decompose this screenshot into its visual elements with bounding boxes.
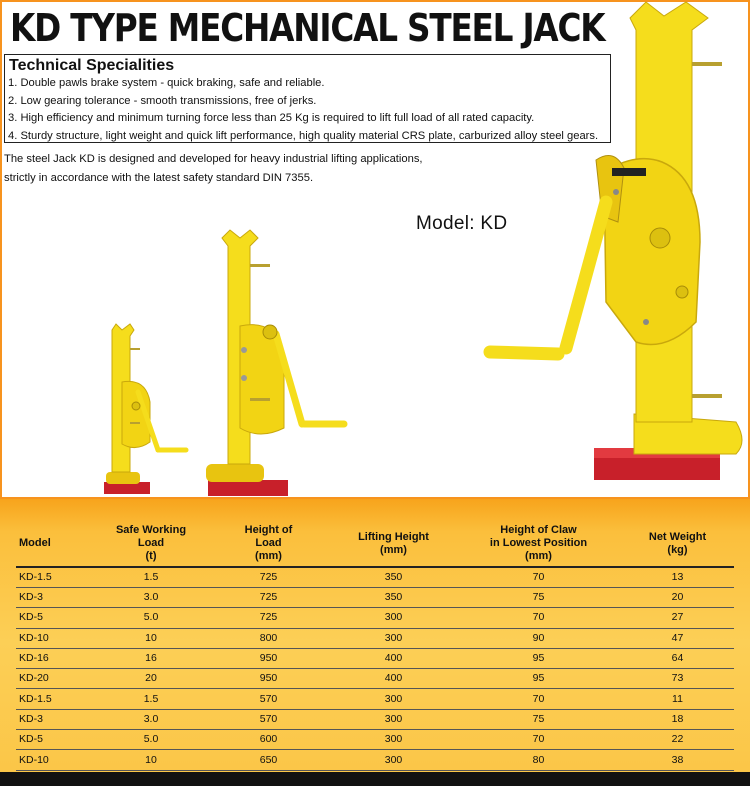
cell-height-of-load: 725 (206, 567, 331, 588)
cell-model: KD-1.5 (16, 567, 96, 588)
cell-net-weight: 27 (621, 608, 734, 628)
cell-safe-working-load: 5.0 (96, 608, 206, 628)
table-row (16, 730, 734, 750)
cell-lifting-height: 300 (331, 730, 456, 750)
table-header-row (16, 521, 734, 567)
cell-lifting-height: 300 (331, 608, 456, 628)
cell-model: KD-3 (16, 709, 96, 729)
jack-image-large (486, 2, 750, 480)
cell-net-weight: 64 (621, 648, 734, 668)
cell-claw-height: 70 (456, 567, 621, 588)
header-claw-height: Height of Claw in Lowest Position (mm) (456, 521, 621, 567)
cell-net-weight: 47 (621, 628, 734, 648)
table-row (16, 567, 734, 588)
spec-item: 2. Low gearing tolerance - smooth transmissions, free of jerks. (8, 94, 317, 107)
header-lifting-height: Lifting Height (mm) (331, 521, 456, 567)
cell-net-weight: 22 (621, 730, 734, 750)
cell-safe-working-load: 16 (96, 648, 206, 668)
cell-claw-height: 75 (456, 588, 621, 608)
cell-safe-working-load: 5.0 (96, 730, 206, 750)
spec-item: 1. Double pawls brake system - quick braking, safe and reliable. (8, 77, 325, 89)
cell-safe-working-load: 3.0 (96, 709, 206, 729)
cell-model: KD-3 (16, 588, 96, 608)
table-row (16, 628, 734, 648)
cell-height-of-load: 650 (206, 750, 331, 770)
header-safe-working-load: Safe Working Load (t) (96, 521, 206, 567)
model-label: Model: KD (416, 213, 508, 234)
jack-image-small (96, 322, 196, 498)
cell-model: KD-20 (16, 669, 96, 689)
cell-claw-height: 95 (456, 669, 621, 689)
table-body (16, 567, 734, 770)
specifications-table-section (0, 497, 750, 786)
table-row (16, 669, 734, 689)
cell-net-weight: 38 (621, 750, 734, 770)
cell-lifting-height: 300 (331, 689, 456, 709)
table-row (16, 648, 734, 668)
cell-net-weight: 18 (621, 709, 734, 729)
cell-height-of-load: 950 (206, 669, 331, 689)
specifications-table (16, 521, 734, 771)
cell-lifting-height: 400 (331, 648, 456, 668)
cell-safe-working-load: 1.5 (96, 567, 206, 588)
specs-heading: Technical Specialities (9, 57, 175, 74)
cell-model: KD-10 (16, 750, 96, 770)
spec-item: 3. High efficiency and minimum turning force less than 25 Kg is required to lift full load of all rated capacity. (8, 112, 535, 124)
cell-height-of-load: 570 (206, 689, 331, 709)
cell-model: KD-5 (16, 730, 96, 750)
cell-lifting-height: 400 (331, 669, 456, 689)
product-description (4, 150, 423, 187)
cell-claw-height: 70 (456, 730, 621, 750)
cell-safe-working-load: 20 (96, 669, 206, 689)
cell-lifting-height: 300 (331, 709, 456, 729)
table-row (16, 689, 734, 709)
cell-claw-height: 70 (456, 608, 621, 628)
description-line: The steel Jack KD is designed and developed for heavy industrial lifting applications, (4, 153, 423, 165)
cell-height-of-load: 600 (206, 730, 331, 750)
table-row (16, 709, 734, 729)
cell-safe-working-load: 1.5 (96, 689, 206, 709)
cell-claw-height: 90 (456, 628, 621, 648)
section-divider (0, 497, 750, 499)
cell-model: KD-16 (16, 648, 96, 668)
cell-lifting-height: 350 (331, 588, 456, 608)
jack-image-medium (200, 228, 350, 498)
cell-net-weight: 73 (621, 669, 734, 689)
cell-safe-working-load: 10 (96, 750, 206, 770)
header-net-weight: Net Weight (kg) (621, 521, 734, 567)
cell-safe-working-load: 10 (96, 628, 206, 648)
cell-lifting-height: 300 (331, 628, 456, 648)
spec-item: 4. Sturdy structure, light weight and quick lift performance, high quality material CRS plate, carburized alloy steel gears. (8, 129, 599, 142)
cell-safe-working-load: 3.0 (96, 588, 206, 608)
table-row (16, 608, 734, 628)
cell-lifting-height: 350 (331, 567, 456, 588)
header-height-of-load: Height of Load (mm) (206, 521, 331, 567)
table-row (16, 588, 734, 608)
cell-net-weight: 13 (621, 567, 734, 588)
cell-net-weight: 11 (621, 689, 734, 709)
cell-net-weight: 20 (621, 588, 734, 608)
cell-lifting-height: 300 (331, 750, 456, 770)
cell-claw-height: 75 (456, 709, 621, 729)
cell-model: KD-5 (16, 608, 96, 628)
cell-claw-height: 95 (456, 648, 621, 668)
cell-claw-height: 80 (456, 750, 621, 770)
cell-claw-height: 70 (456, 689, 621, 709)
cell-model: KD-10 (16, 628, 96, 648)
cell-height-of-load: 950 (206, 648, 331, 668)
bottom-bar (0, 772, 750, 786)
table-row (16, 750, 734, 770)
cell-model: KD-1.5 (16, 689, 96, 709)
cell-height-of-load: 800 (206, 628, 331, 648)
page-title: KD TYPE MECHANICAL STEEL JACK (10, 6, 605, 50)
header-model: Model (16, 521, 96, 567)
description-line: strictly in accordance with the latest safety standard DIN 7355. (4, 171, 314, 184)
cell-height-of-load: 725 (206, 608, 331, 628)
cell-height-of-load: 570 (206, 709, 331, 729)
cell-height-of-load: 725 (206, 588, 331, 608)
